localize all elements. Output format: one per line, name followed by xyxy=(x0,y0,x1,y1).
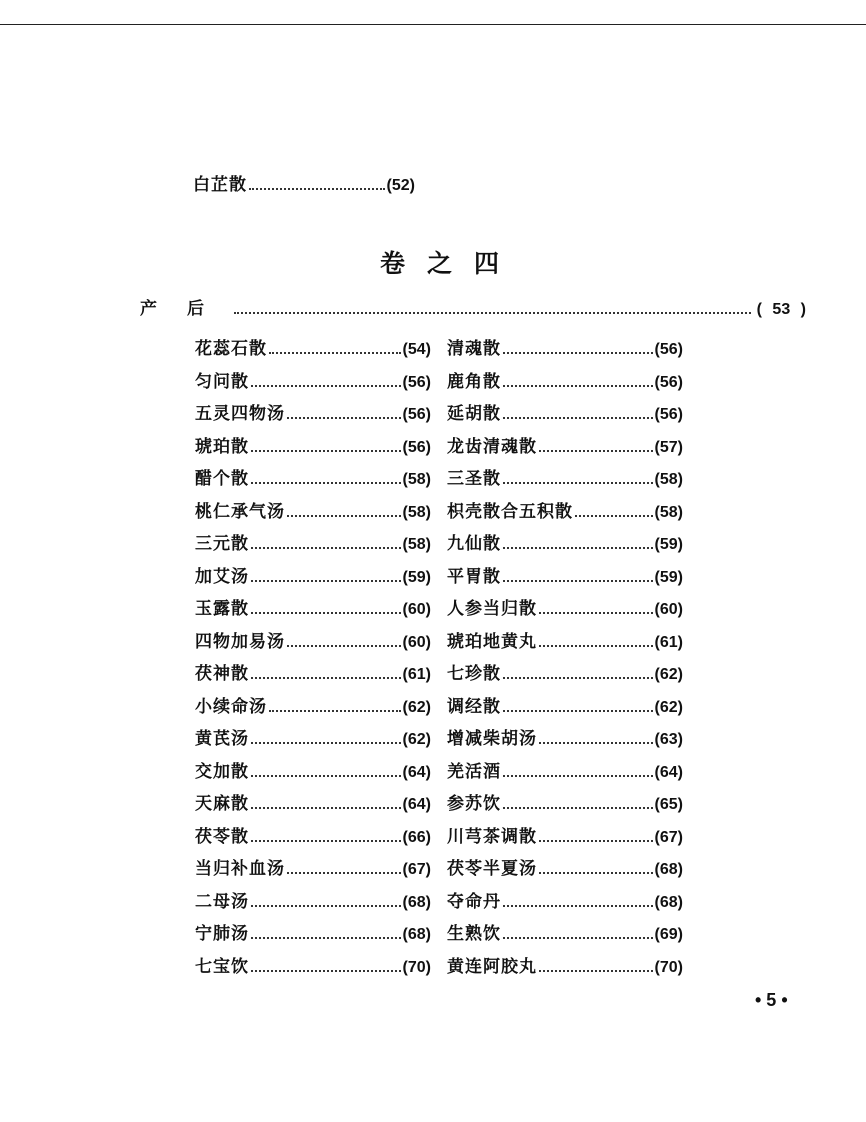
entry-page: (69) xyxy=(654,926,683,943)
toc-entry xyxy=(447,919,683,943)
entry-page: (59) xyxy=(654,536,683,553)
dot-leader xyxy=(287,515,401,517)
dot-leader xyxy=(251,742,401,744)
entry-page: (70) xyxy=(654,958,683,976)
toc-entry xyxy=(447,887,683,911)
dot-leader xyxy=(269,352,401,354)
toc-entry xyxy=(447,367,683,391)
entry-name: 增减柴胡汤 xyxy=(447,729,537,749)
toc-entry-previous xyxy=(193,170,415,194)
entry-name: 四物加易汤 xyxy=(195,631,285,652)
entry-name: 玉露散 xyxy=(195,599,249,619)
page-number: • 5 • xyxy=(755,990,788,1010)
entry-page: (63) xyxy=(654,731,683,748)
toc-entry xyxy=(195,692,431,716)
dot-leader xyxy=(539,742,653,744)
entry-name: 九仙散 xyxy=(447,534,501,554)
entry-name: 三元散 xyxy=(195,534,249,554)
entry-page: (67) xyxy=(402,861,431,878)
entry-page: (68) xyxy=(402,926,431,943)
section-page: ( 53 ) xyxy=(756,301,806,318)
entry-name: 宁肺汤 xyxy=(195,924,249,944)
toc-entry xyxy=(447,952,683,976)
entry-name: 清魂散 xyxy=(447,339,501,359)
dot-leader xyxy=(539,645,653,647)
toc-entry xyxy=(447,464,683,488)
entry-page: (62) xyxy=(402,698,431,716)
dot-leader xyxy=(251,807,401,809)
entry-page: (65) xyxy=(654,796,683,813)
entry-page: (58) xyxy=(402,536,431,553)
toc-entry xyxy=(447,854,683,878)
dot-leader xyxy=(251,905,401,907)
toc-entry xyxy=(195,757,431,781)
entry-page: (68) xyxy=(654,861,683,878)
toc-entry xyxy=(447,822,683,846)
entry-page: (56) xyxy=(402,373,431,391)
entry-page: (70) xyxy=(402,958,431,976)
toc-entry xyxy=(195,854,431,878)
dot-leader xyxy=(503,417,653,419)
section-name: 产后 xyxy=(140,299,234,319)
dot-leader xyxy=(251,775,401,777)
dot-leader xyxy=(503,547,653,549)
dot-leader xyxy=(249,188,385,190)
toc-entry xyxy=(447,789,683,813)
toc-entry xyxy=(447,562,683,586)
entry-name: 延胡散 xyxy=(447,404,501,424)
dot-leader xyxy=(503,352,653,354)
toc-entry xyxy=(447,529,683,553)
dot-leader xyxy=(539,612,653,614)
entry-name: 调经散 xyxy=(447,696,501,717)
toc-entry xyxy=(447,432,683,456)
dot-leader xyxy=(251,612,401,614)
entry-page: (56) xyxy=(402,406,431,423)
dot-leader xyxy=(503,580,653,582)
entry-name: 三圣散 xyxy=(447,469,501,489)
dot-leader xyxy=(251,677,401,679)
entry-page: (61) xyxy=(654,633,683,651)
dot-leader xyxy=(503,775,653,777)
top-rule-dash xyxy=(0,23,60,24)
toc-entry xyxy=(195,464,431,488)
section-heading xyxy=(140,294,806,319)
toc-entry xyxy=(195,887,431,911)
entry-page: (58) xyxy=(654,503,683,521)
toc-entry xyxy=(195,789,431,813)
dot-leader xyxy=(251,937,401,939)
entry-name: 七珍散 xyxy=(447,664,501,684)
entry-page: (68) xyxy=(654,893,683,911)
dot-leader xyxy=(503,905,653,907)
entry-name: 二母汤 xyxy=(195,891,249,912)
toc-entry xyxy=(447,724,683,748)
dot-leader xyxy=(234,312,751,314)
dot-leader xyxy=(251,547,401,549)
toc-entry xyxy=(447,334,683,358)
entry-name: 龙齿清魂散 xyxy=(447,436,537,457)
entry-name: 茯神散 xyxy=(195,664,249,684)
toc-entry xyxy=(195,562,431,586)
toc-entry xyxy=(447,399,683,423)
dot-leader xyxy=(269,710,401,712)
toc-entry xyxy=(195,432,431,456)
entry-name: 交加散 xyxy=(195,761,249,782)
entry-name: 当归补血汤 xyxy=(195,859,285,879)
entry-name: 川芎茶调散 xyxy=(447,826,537,847)
entry-page: (60) xyxy=(402,601,431,618)
entry-page: (62) xyxy=(402,731,431,748)
entry-name: 参苏饮 xyxy=(447,794,501,814)
entry-page: (62) xyxy=(654,698,683,716)
dot-leader xyxy=(503,807,653,809)
toc-entry xyxy=(195,399,431,423)
top-rule xyxy=(0,24,866,25)
entry-name: 匀问散 xyxy=(195,371,249,392)
toc-entry xyxy=(195,334,431,358)
entry-page: (56) xyxy=(654,373,683,391)
entry-page: (68) xyxy=(402,893,431,911)
dot-leader xyxy=(287,417,401,419)
entry-page: (60) xyxy=(402,633,431,651)
entry-name: 鹿角散 xyxy=(447,371,501,392)
toc-entry xyxy=(195,822,431,846)
entry-page: (58) xyxy=(402,503,431,521)
entry-page: (59) xyxy=(402,568,431,586)
entry-name: 加艾汤 xyxy=(195,566,249,587)
entry-page: (56) xyxy=(654,341,683,358)
dot-leader xyxy=(575,515,653,517)
entry-name: 黄连阿胶丸 xyxy=(447,956,537,977)
entry-page: (66) xyxy=(402,828,431,846)
dot-leader xyxy=(287,872,401,874)
dot-leader xyxy=(539,872,653,874)
entry-name: 小续命汤 xyxy=(195,696,267,717)
entry-page: (60) xyxy=(654,601,683,618)
dot-leader xyxy=(251,840,401,842)
entry-page: (64) xyxy=(402,763,431,781)
entry-name: 七宝饮 xyxy=(195,956,249,977)
entry-page: (64) xyxy=(402,796,431,813)
dot-leader xyxy=(287,645,401,647)
toc-entry xyxy=(195,952,431,976)
toc-entry xyxy=(195,659,431,683)
entry-page: (62) xyxy=(654,666,683,683)
toc-entry xyxy=(447,692,683,716)
toc-entry xyxy=(195,497,431,521)
entry-page: (57) xyxy=(654,438,683,456)
toc-entry xyxy=(195,367,431,391)
entry-name: 天麻散 xyxy=(195,794,249,814)
dot-leader xyxy=(539,450,653,452)
entry-name: 茯苓散 xyxy=(195,826,249,847)
toc-entry xyxy=(195,919,431,943)
volume-title: 卷之四 xyxy=(380,249,522,278)
entry-name: 黄芪汤 xyxy=(195,729,249,749)
dot-leader xyxy=(503,937,653,939)
entry-name: 茯苓半夏汤 xyxy=(447,859,537,879)
toc-entry xyxy=(447,594,683,618)
toc-entry xyxy=(447,497,683,521)
dot-leader xyxy=(503,710,653,712)
entry-name: 人参当归散 xyxy=(447,599,537,619)
entry-page: (61) xyxy=(402,666,431,683)
entry-page: (58) xyxy=(402,471,431,488)
entry-name: 花蕊石散 xyxy=(195,339,267,359)
entry-name: 琥珀地黄丸 xyxy=(447,631,537,652)
entry-page: (64) xyxy=(654,763,683,781)
dot-leader xyxy=(251,482,401,484)
entry-page: (56) xyxy=(654,406,683,423)
entry-page: (52) xyxy=(386,177,415,194)
dot-leader xyxy=(503,677,653,679)
toc-entry xyxy=(195,594,431,618)
dot-leader xyxy=(251,385,401,387)
dot-leader xyxy=(251,970,401,972)
toc-entry xyxy=(447,627,683,651)
entry-name: 生熟饮 xyxy=(447,924,501,944)
entry-name: 琥珀散 xyxy=(195,436,249,457)
entry-name: 五灵四物汤 xyxy=(195,404,285,424)
entry-page: (54) xyxy=(402,341,431,358)
entry-page: (59) xyxy=(654,568,683,586)
dot-leader xyxy=(539,840,653,842)
toc-entry xyxy=(195,529,431,553)
toc-entry xyxy=(447,659,683,683)
entry-page: (56) xyxy=(402,438,431,456)
toc-entry xyxy=(195,724,431,748)
dot-leader xyxy=(539,970,653,972)
dot-leader xyxy=(251,580,401,582)
entry-name: 白芷散 xyxy=(193,175,247,195)
toc-entry xyxy=(447,757,683,781)
entry-name: 枳壳散合五积散 xyxy=(447,501,573,522)
dot-leader xyxy=(503,482,653,484)
entry-name: 夺命丹 xyxy=(447,891,501,912)
dot-leader xyxy=(251,450,401,452)
entry-name: 平胃散 xyxy=(447,566,501,587)
entry-name: 羌活酒 xyxy=(447,761,501,782)
entry-name: 醋个散 xyxy=(195,469,249,489)
entry-name: 桃仁承气汤 xyxy=(195,501,285,522)
entry-page: (67) xyxy=(654,828,683,846)
dot-leader xyxy=(503,385,653,387)
entry-page: (58) xyxy=(654,471,683,488)
toc-entry xyxy=(195,627,431,651)
